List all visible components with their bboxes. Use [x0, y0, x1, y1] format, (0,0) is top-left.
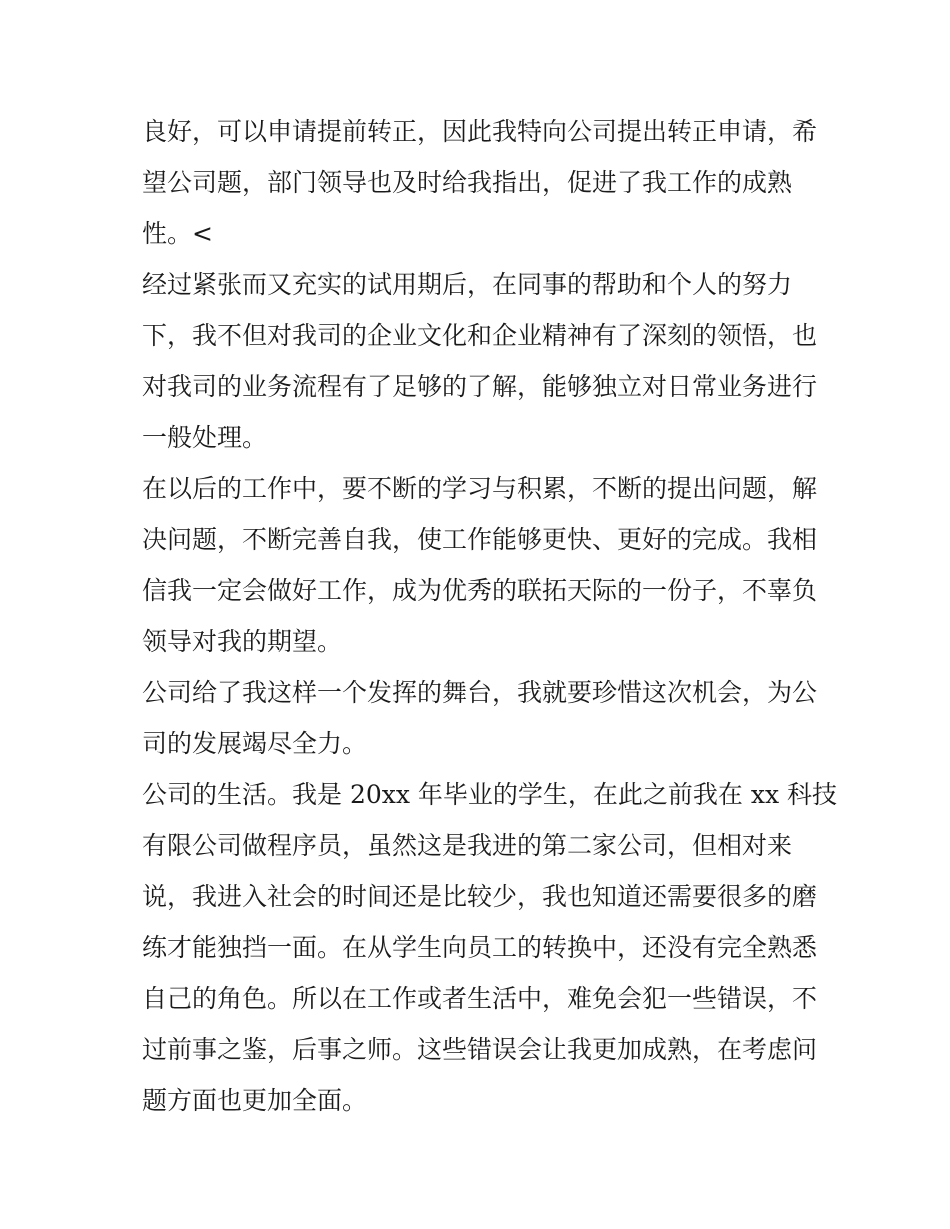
text-line: 司的发展竭尽全力。: [142, 729, 368, 758]
text-line: 公司给了我这样一个发挥的舞台，我就要珍惜这次机会，为公: [142, 678, 818, 707]
text-line: 过前事之鉴，后事之师。这些错误会让我更加成熟，在考虑问: [142, 1035, 818, 1064]
document-body: [142, 106, 837, 1126]
text-line: 有限公司做程序员，虽然这是我进的第二家公司，但相对来: [142, 831, 793, 860]
text-line: 经过紧张而又充实的试用期后，在同事的帮助和个人的努力: [142, 270, 793, 299]
text-line: 自己的角色。所以在工作或者生活中，难免会犯一些错误，不: [142, 984, 818, 1013]
text-line: 说，我进入社会的时间还是比较少，我也知道还需要很多的磨: [142, 882, 818, 911]
text-line: 对我司的业务流程有了足够的了解，能够独立对日常业务进行: [142, 372, 818, 401]
text-line: 在以后的工作中，要不断的学习与积累，不断的提出问题，解: [142, 474, 818, 503]
text-line: 下，我不但对我司的企业文化和企业精神有了深刻的领悟，也: [142, 321, 818, 350]
text-line: 题方面也更加全面。: [142, 1086, 368, 1115]
text-line: 一般处理。: [142, 423, 268, 452]
text-line: 公司的生活。我是 20xx 年毕业的学生，在此之前我在 xx 科技: [142, 780, 837, 809]
text-line: 领导对我的期望。: [142, 627, 343, 656]
text-line: 信我一定会做好工作，成为优秀的联拓天际的一份子，不辜负: [142, 576, 818, 605]
text-line: 练才能独挡一面。在从学生向员工的转换中，还没有完全熟悉: [142, 933, 818, 962]
text-line: 望公司题，部门领导也及时给我指出，促进了我工作的成熟: [142, 168, 793, 197]
text-line: 良好，可以申请提前转正，因此我特向公司提出转正申请，希: [142, 117, 818, 146]
text-line: 决问题，不断完善自我，使工作能够更快、更好的完成。我相: [142, 525, 818, 554]
text-line: 性。<: [142, 219, 213, 248]
